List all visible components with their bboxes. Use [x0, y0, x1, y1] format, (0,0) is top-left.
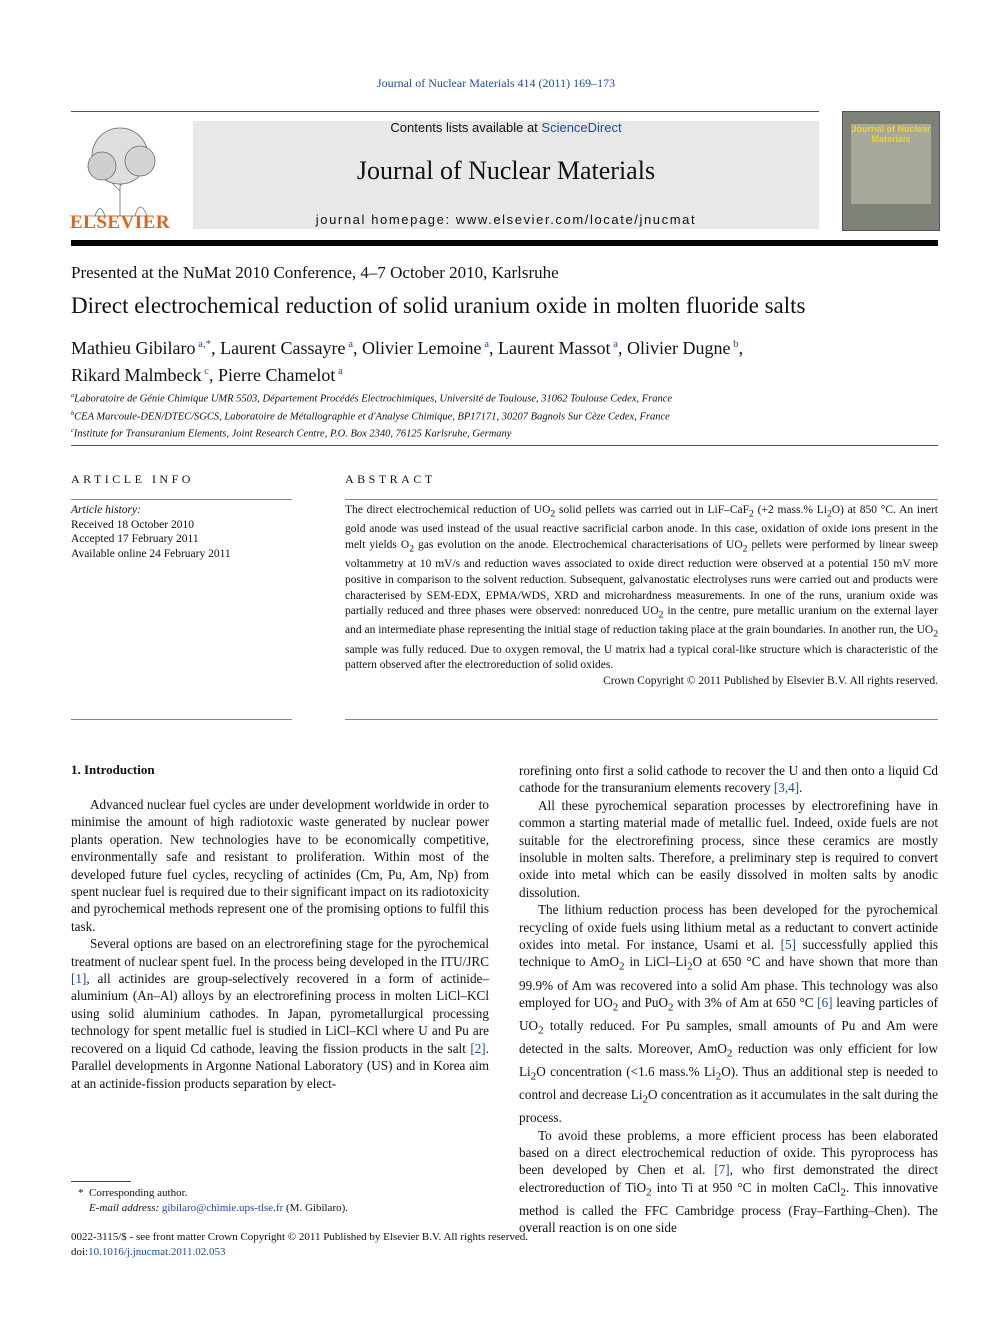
author-affiliation-mark[interactable]: a,*	[195, 338, 212, 350]
affiliations	[71, 389, 672, 442]
masthead-rule	[71, 240, 938, 246]
article-info-rule	[71, 499, 292, 500]
affiliation-line: $^a$Laboratoire de Génie Chimique UMR 5503, Département Procédés Electrochimiques, Université de Toulouse, 31062 Toulouse Cedex, France	[71, 392, 673, 405]
article-history: Article history: Received 18 October 2010 Accepted 17 February 2011 Available online 24 February 2011	[71, 504, 231, 560]
author-affiliation-mark[interactable]: a	[345, 338, 354, 350]
author-name[interactable]: Olivier Dugne	[626, 338, 731, 358]
section-heading-introduction: 1. Introduction	[71, 762, 155, 777]
sciencedirect-link[interactable]: ScienceDirect	[541, 120, 622, 135]
journal-homepage[interactable]: journal homepage: www.elsevier.com/locate/jnucmat	[315, 212, 697, 227]
footnote-rule	[71, 1181, 131, 1182]
article-info-heading: ARTICLE INFO	[71, 472, 194, 486]
abstract-heading: ABSTRACT	[345, 472, 436, 486]
author-name[interactable]: Mathieu Gibilaro	[71, 338, 196, 358]
body-column-right: rorefining onto first a solid cathode to recover the U and then onto a liquid Cd cathode for the transuranium elements recovery [3,4]. All these pyrochemical separation processes by electrorefining have in common a starting material made of metallic fuel. Indeed, oxide fuels are not suitable for the electrorefining process, since these ceramics are mostly insoluble in molten salts. Therefore, a preliminary step is required to convert oxide into metal which can be easily dissolved in molten salts by anodic dissolution. The lithium reduction process has been developed for the pyrochemical recycling of oxide fuels using lithium metal as a reductant to convert actinide oxides into metal. For instance, Usami et al. [5] successfully applied this technique to AmO$_2$ in LiCl–$Li_2O$ at 650 °C and have shown that more than 99.9% of Am was recovered into a solid Am phase. This technology was also employed for $UO_2$ and PuO$_2$ with 3% of Am at 650 °C [6] leaving particles of $UO_2$ totally reduced. For Pu samples, small amounts of Pu and Am were detected in the salts. Moreover, AmO$_2$ reduction was only efficient for low $Li_2O$ concentration (<1.6 mass.% $Li_2O$). Thus an additional step is needed to control and decrease $Li_2O$ concentration as it accumulates in the salt during the process. To avoid these problems, a more efficient process has been elaborated based on a direct electrochemical reduction of oxide. This pyroprocess has been developed by Chen et al. [7], who first demonstrated the direct electroreduction of TiO$_2$ into Ti at 950 °C in molten CaCl$_2$. This innovative method is called the FFC Cambridge process (Fray–Farthing–Chen). The overall reaction is on one side	[519, 763, 939, 1236]
author-affiliation-mark[interactable]: b	[730, 338, 739, 350]
author-name[interactable]: Laurent Cassayre	[220, 338, 346, 358]
journal-title: Journal of Nuclear Materials	[356, 156, 656, 185]
article-title: Direct electrochemical reduction of solid uranium oxide in molten fluoride salts	[71, 293, 806, 318]
footnote: * Corresponding author. E-mail address: gibilaro@chimie.ups-tlse.fr (M. Gibilaro).	[78, 1187, 349, 1214]
article-info-bottom-rule	[71, 719, 292, 720]
author-name[interactable]: Rikard Malmbeck	[71, 365, 202, 385]
doi-link[interactable]: 10.1016/j.jnucmat.2011.02.053	[88, 1245, 226, 1258]
author-affiliation-mark[interactable]: a	[610, 338, 618, 350]
author-name[interactable]: Pierre Chamelot	[217, 365, 336, 385]
abstract-rule	[345, 499, 938, 500]
author-name[interactable]: Laurent Massot	[498, 338, 611, 358]
title-rule	[71, 445, 938, 446]
affiliation-line: $^b$CEA Marcoule-DEN/DTEC/SGCS, Laboratoire de Métallographie et d'Analyse Chimique, BP17171, 30207 Bagnols Sur Cèze Cedex, France	[71, 409, 670, 422]
abstract-bottom-rule	[345, 719, 938, 720]
body-column-left: Advanced nuclear fuel cycles are under development worldwide in order to minimise the amount of high radiotoxic waste generated by nuclear power plants operation. New technologies have to be economically competitive, environmentally safe and resistant to proliferation. Within most of the developed future fuel cycles, recycling of actinides (Cm, Pu, Am, Np) from spent nuclear fuel is required due to their significant impact on its radiotoxicity and pyrochemical methods represent one of the promising options to fulfil this task. Several options are based on an electrorefining stage for the pyrochemical treatment of nuclear spent fuel. In the process being developed in the ITU/JRC [1], all actinides are group-selectively recovered in a form of actinide–aluminium (An–Al) alloys by an electrorefining process in molten LiCl–KCl using solid aluminium cathodes. In Japan, pyrometallurgical processing technology for spent metallic fuel is studied in LiCl–KCl where U and Pu are recovered on a liquid Cd cathode, leaving the fission products in the salt [2]. Parallel developments in Argonne National Laboratory (US) and in Korea aim at an actinide-fission products separation by elect-	[71, 797, 489, 1091]
header-rule	[71, 111, 819, 112]
affiliation-line: $^c$Institute for Transuranium Elements, Joint Research Centre, P.O. Box 2340, 76125 Karlsruhe, Germany	[71, 427, 512, 440]
front-matter: 0022-3115/$ - see front matter Crown Copyright © 2011 Published by Elsevier B.V. All rights reserved. doi:10.1016/j.jnucmat.2011.02.053	[71, 1231, 529, 1258]
author-affiliation-mark[interactable]: a	[335, 365, 343, 377]
author-affiliation-mark[interactable]: a	[481, 338, 489, 350]
abstract-copyright: Crown Copyright © 2011 Published by Elsevier B.V. All rights reserved.	[603, 675, 938, 688]
elsevier-wordmark: ELSEVIER	[70, 212, 171, 233]
author-list: Mathieu Gibilaro $^{a,*}$, Laurent Cassayre $^a$, Olivier Lemoine $^a$, Laurent Massot $^a$, Olivier Dugne $^b$, Rikard Malmbeck $^c$, Pierre Chamelot $^a$	[71, 338, 744, 385]
author-name[interactable]: Olivier Lemoine	[362, 338, 482, 358]
author-affiliation-mark[interactable]: c	[201, 365, 209, 377]
journal-citation[interactable]: Journal of Nuclear Materials 414 (2011) 169–173	[376, 76, 616, 90]
author-email-link[interactable]: gibilaro@chimie.ups-tlse.fr	[161, 1201, 284, 1214]
contents-line: Contents lists available at ScienceDirect	[390, 120, 622, 135]
conference-note: Presented at the NuMat 2010 Conference, 4–7 October 2010, Karlsruhe	[71, 263, 559, 282]
abstract-text: The direct electrochemical reduction of $UO_2$ solid pellets was carried out in LiF–CaF$_2$ (+2 mass.% $Li_2O$) at 850 °C. An inert gold anode was used instead of the usual reactive sacrificial carbon anode. In this case, oxidation of oxide ions present in the melt yields $O_2$ gas evolution on the anode. Electrochemical characterisations of $UO_2$ pellets were performed by linear sweep voltammetry at 10 mV/s and reduction waves associated to oxide direct reduction were observed at a potential 150 mV more positive in comparison to the solvent reduction. Subsequent, galvanostatic electrolyses runs were carried out and products were characterised by SEM-EDX, EPMA/WDS, XRD and microhardness measurements. In one of the runs, uranium oxide was partially reduced and three phases were observed: nonreduced $UO_2$ in the centre, pure metallic uranium on the external layer and an intermediate phase representing the initial stage of reduction taking place at the grain boundaries. In another run, the $UO_2$ sample was fully reduced. Due to oxygen removal, the U matrix had a typical coral-like structure which is characteristic of the pattern observed after the electroreduction of solid oxides. Crown Copyright © 2011 Published by Elsevier B.V. All rights reserved.	[345, 503, 938, 690]
journal-cover-image	[842, 111, 940, 231]
cover-title: Journal of Nuclear Materials	[851, 124, 931, 144]
